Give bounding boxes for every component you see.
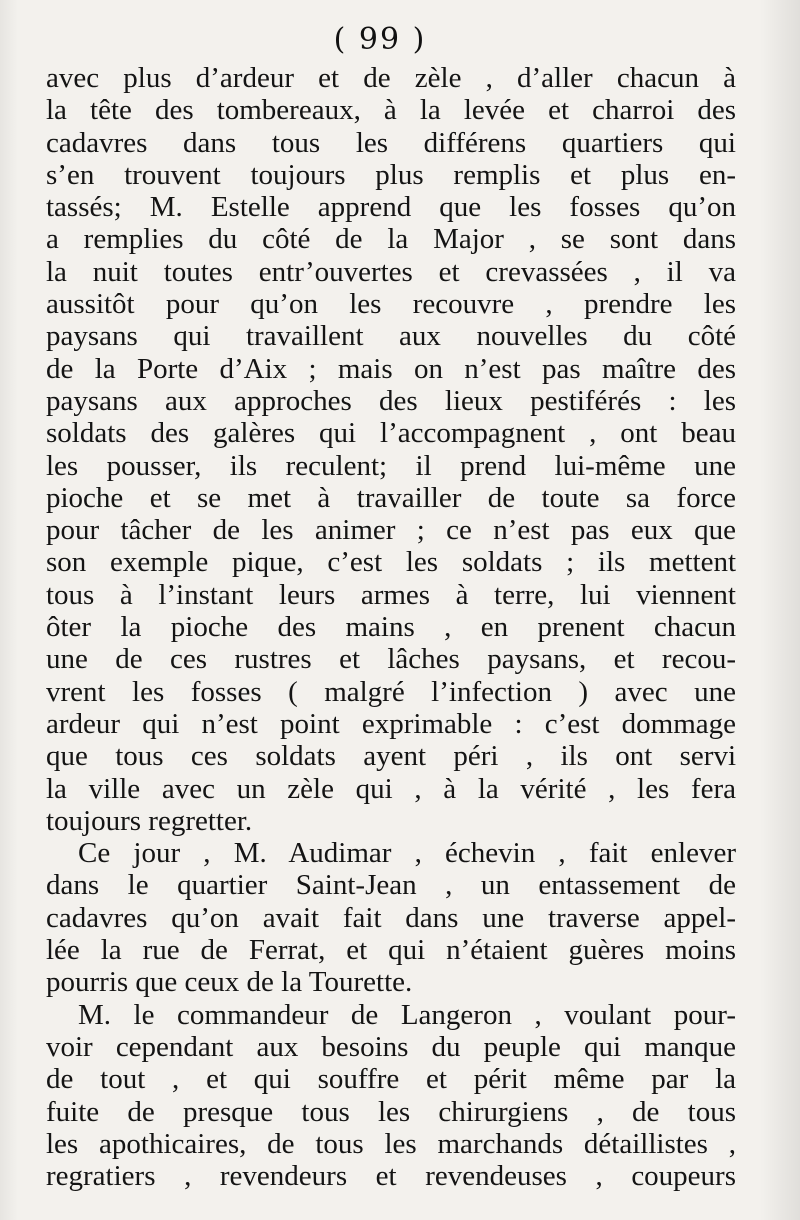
paragraph (46, 999, 736, 1193)
text-line: paysans aux approches des lieux pestiférés : les (46, 384, 736, 417)
body-text (46, 62, 736, 1192)
text-line: cadavres qu’on avait fait dans une traverse appel- (46, 901, 736, 934)
text-line: M. le commandeur de Langeron , voulant pour- (78, 998, 736, 1031)
text-line: tassés; M. Estelle apprend que les fosses qu’on (46, 191, 736, 224)
text-line: dans le quartier Saint-Jean , un entassement de (46, 869, 736, 902)
text-line: avec plus d’ardeur et de zèle , d’aller chacun à (46, 62, 736, 94)
text-line: aussitôt pour qu’on les recouvre , prendre les (46, 288, 736, 321)
text-line: la nuit toutes entr’ouvertes et crevassées , il va (46, 255, 736, 288)
paragraph (46, 62, 736, 837)
text-line: ardeur qui n’est point exprimable : c’est dommage (46, 707, 736, 740)
text-line: une de ces rustres et lâches paysans, et recou- (46, 643, 736, 676)
text-line: Ce jour , M. Audimar , échevin , fait enlever (78, 837, 736, 870)
text-line: que tous ces soldats ayent péri , ils ont servi (46, 740, 736, 773)
text-line: tous à l’instant leurs armes à terre, lui viennent (46, 578, 736, 611)
page-edge-shadow (760, 0, 800, 1220)
paragraph (46, 837, 736, 998)
text-line: s’en trouvent toujours plus remplis et plus en- (46, 158, 736, 191)
text-line: les pousser, ils reculent; il prend lui-même une (46, 449, 736, 482)
text-line: la ville avec un zèle qui , à la vérité , les fera (46, 772, 736, 805)
text-line: pioche et se met à travailler de toute sa force (46, 481, 736, 514)
text-line: cadavres dans tous les différens quartiers qui (46, 126, 736, 159)
text-line: paysans qui travaillent aux nouvelles du côté (46, 320, 736, 353)
text-line: ôter la pioche des mains , en prenent chacun (46, 611, 736, 644)
text-line: vrent les fosses ( malgré l’infection ) avec une (46, 675, 736, 708)
text-line: les apothicaires, de tous les marchands détaillistes , (46, 1127, 736, 1160)
text-line: pourris que ceux de la Tourette. (46, 966, 413, 999)
text-line: pour tâcher de les animer ; ce n’est pas eux que (46, 514, 736, 547)
text-line: toujours regretter. (46, 804, 253, 837)
text-line: son exemple pique, c’est les soldats ; ils mettent (46, 546, 736, 579)
text-line: voir cependant aux besoins du peuple qui manque (46, 1030, 736, 1063)
text-line: de tout , et qui souffre et périt même par la (46, 1063, 736, 1096)
text-line: soldats des galères qui l’accompagnent , ont beau (46, 417, 736, 450)
text-line: lée la rue de Ferrat, et qui n’étaient guères moins (46, 934, 736, 967)
text-line: regratiers , revendeurs et revendeuses , coupeurs (46, 1160, 736, 1193)
text-line: a remplies du côté de la Major , se sont dans (46, 223, 736, 256)
page-gutter-shadow (0, 0, 18, 1220)
text-line: la tête des tombereaux, à la levée et charroi des (46, 94, 736, 127)
text-line: fuite de presque tous les chirurgiens , de tous (46, 1095, 736, 1128)
text-line: de la Porte d’Aix ; mais on n’est pas maître des (46, 352, 736, 385)
page-number: ( 99 ) (333, 22, 427, 57)
